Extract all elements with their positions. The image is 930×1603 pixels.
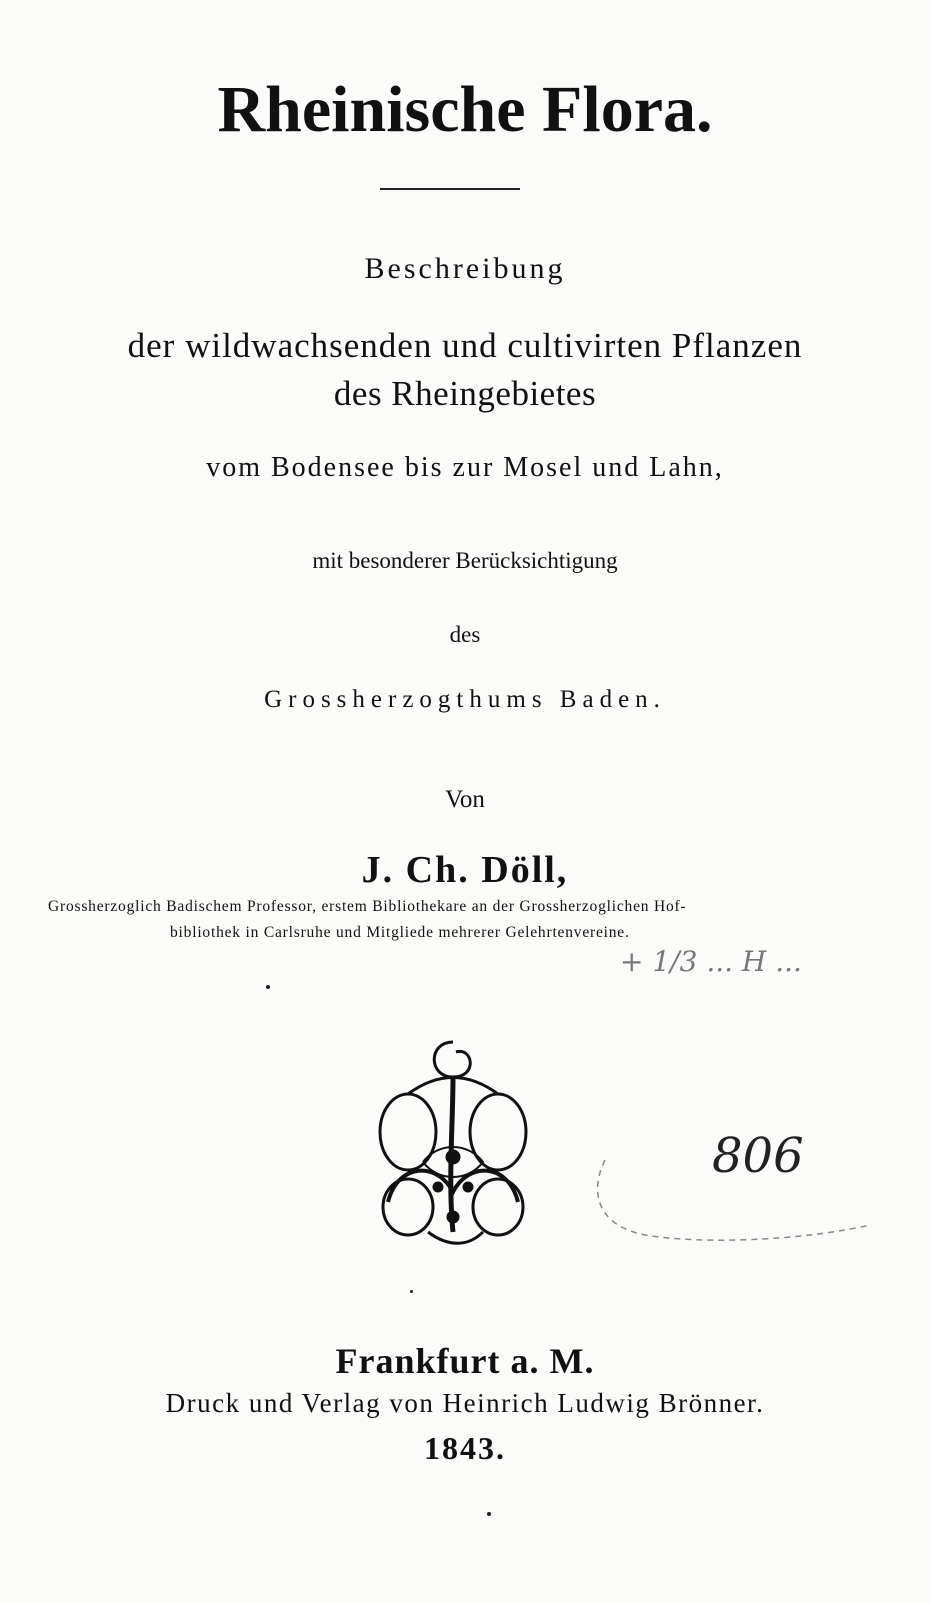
handwritten-shelf-number: 806 <box>712 1128 804 1184</box>
title-divider <box>380 188 520 190</box>
by-label: Von <box>445 786 485 813</box>
description-line-2: des Rheingebietes <box>333 374 597 413</box>
author-affiliation-line-2: bibliothek in Carlsruhe und Mitgliede mehrerer Gelehrtenvereine. <box>170 924 630 941</box>
paper-speck <box>266 985 270 989</box>
publication-place: Frankfurt a. M. <box>335 1341 595 1381</box>
description-line-5: des <box>449 622 481 647</box>
author-name: J. Ch. Döll, <box>361 849 569 891</box>
description-line-1: der wildwachsenden und cultivirten Pflanzen <box>127 326 803 365</box>
author-affiliation-line-1: Grossherzoglich Badischem Professor, erstem Bibliothekare an der Grossherzoglichen Hof- <box>48 898 687 915</box>
subtitle: Beschreibung <box>364 252 566 285</box>
description-line-3: vom Bodensee bis zur Mosel und Lahn, <box>206 452 724 483</box>
description-line-6: Grossherzogthums Baden. <box>264 686 666 713</box>
handwritten-note: + 1/3 ... H ... <box>620 945 802 978</box>
paper-speck <box>410 1290 413 1293</box>
publisher-line: Druck und Verlag von Heinrich Ludwig Brönner. <box>165 1388 765 1418</box>
book-title: Rheinische Flora. <box>217 73 713 146</box>
paper-speck <box>487 1512 491 1516</box>
library-monogram-stamp <box>368 1032 538 1252</box>
description-line-4: mit besonderer Berücksichtigung <box>312 548 618 573</box>
publication-year: 1843. <box>424 1430 506 1466</box>
